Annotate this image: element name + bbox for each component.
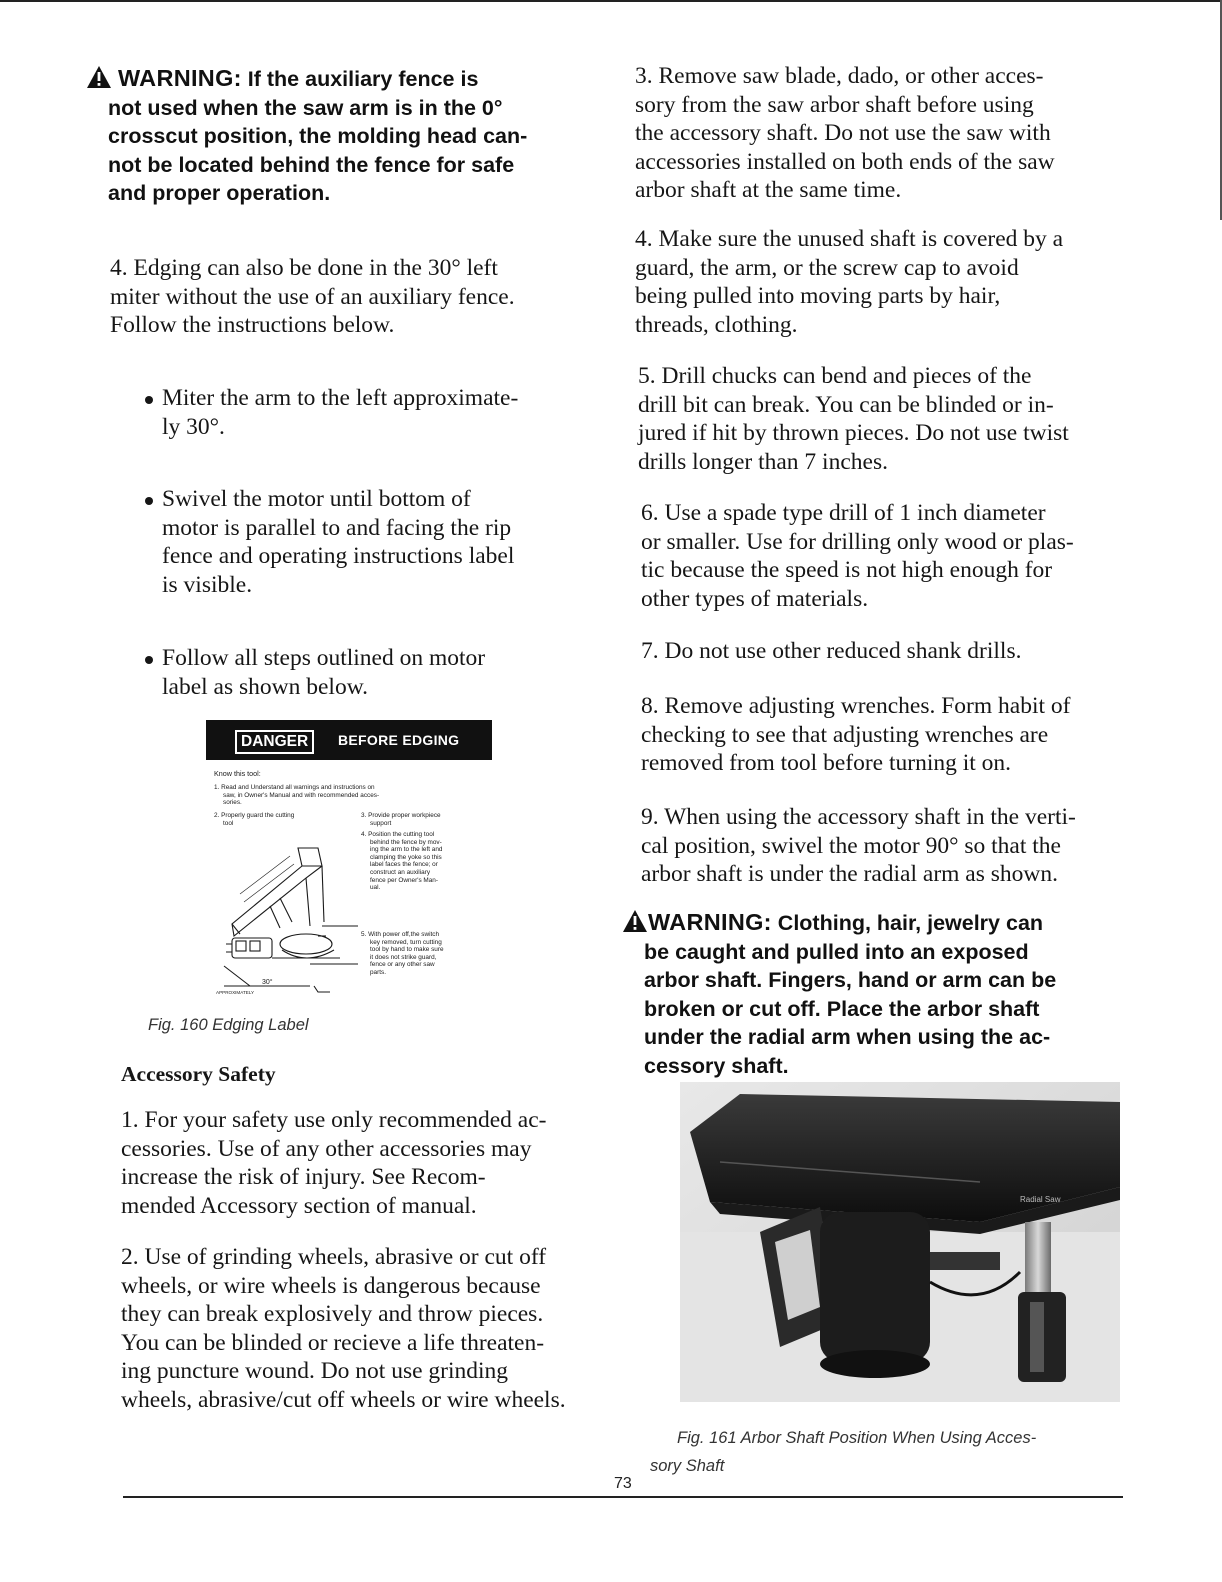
text-line: cal position, swivel the motor 90° so that the <box>641 832 1061 859</box>
text-line: key removed, turn cutting <box>370 938 442 946</box>
warning-label: WARNING: <box>117 65 242 91</box>
warning-line: If the auxiliary fence is <box>247 67 479 91</box>
accessory-item-5 <box>638 362 1069 476</box>
top-border <box>0 0 1222 2</box>
accessory-shaft <box>1025 1222 1051 1302</box>
label-item-1 <box>214 784 379 807</box>
text-line: 3. Provide proper workpiece <box>361 812 441 819</box>
warning-line: be caught and pulled into an exposed <box>644 939 1029 964</box>
text-line: Swivel the motor until bottom of <box>162 486 471 512</box>
text-line: 4. Edging can also be done in the 30° left <box>110 255 498 281</box>
text-line: sories. <box>223 799 242 807</box>
text-line: it does not strike guard, <box>370 953 437 961</box>
text-line: or smaller. Use for drilling only wood or plas- <box>641 528 1074 555</box>
fig160-caption: Fig. 160 Edging Label <box>148 1016 309 1034</box>
warning-triangle-icon <box>86 65 112 89</box>
text-line: the accessory shaft. Do not use the saw with <box>635 120 1051 147</box>
text-line: threads, clothing. <box>635 311 798 338</box>
text-line: 4. Make sure the unused shaft is covered by a <box>635 226 1064 252</box>
text-line: motor is parallel to and facing the rip <box>162 514 512 541</box>
fig161-caption <box>650 1424 1036 1480</box>
text-line: saw, in Owner's Manual and with recommended acces- <box>223 791 380 799</box>
text-line: removed from tool before turning it on. <box>641 750 1012 777</box>
text-line: support <box>370 819 392 827</box>
warning-label: WARNING: <box>648 909 772 935</box>
text-line: cessories. Use of any other accessories may <box>121 1135 532 1162</box>
text-line: 1. For your safety use only recommended ac- <box>121 1107 547 1133</box>
text-line: parts. <box>370 968 386 976</box>
page-number: 73 <box>614 1475 632 1492</box>
text-line: guard, the arm, or the screw cap to avoid <box>635 254 1019 281</box>
warning-triangle-icon <box>622 909 648 933</box>
motor <box>820 1212 930 1362</box>
accessory-item-1 <box>121 1106 546 1220</box>
text-line: tool <box>223 819 234 827</box>
text-line: drills longer than 7 inches. <box>638 448 888 475</box>
text-line: accessories installed on both ends of the saw <box>635 148 1055 175</box>
text-line: Follow all steps outlined on motor <box>162 645 486 671</box>
angle-label: 30° <box>262 979 273 986</box>
warning-line: not used when the saw arm is in the 0° <box>108 95 503 120</box>
text-line: fence or any other saw <box>370 961 435 969</box>
text-line: 5. Drill chucks can bend and pieces of the <box>638 363 1032 389</box>
warning-line: Clothing, hair, jewelry can <box>777 911 1044 935</box>
warning-line: and proper operation. <box>108 181 331 205</box>
bullet-dot-icon <box>145 497 153 505</box>
warning-line: cessory shaft. <box>644 1053 789 1078</box>
text-line: they can break explosively and throw pieces. <box>121 1301 544 1328</box>
danger-badge: DANGER <box>235 730 314 754</box>
bullet-dot-icon <box>145 396 153 404</box>
label-item-5 <box>361 931 444 977</box>
edging-label-figure <box>206 720 492 1002</box>
label-item-4 <box>361 831 442 892</box>
text-line: ing puncture wound. Do not use grinding <box>121 1358 509 1385</box>
text-line: ly 30°. <box>162 413 225 440</box>
left-warning <box>86 64 606 208</box>
text-line: 8. Remove adjusting wrenches. Form habit of <box>641 693 1071 719</box>
bullet-dot-icon <box>145 656 153 664</box>
text-line: You can be blinded or recieve a life threaten- <box>121 1329 545 1356</box>
text-line: behind the fence by mov- <box>370 838 442 846</box>
text-line: arbor shaft at the same time. <box>635 177 902 204</box>
text-line: sory Shaft <box>650 1457 725 1475</box>
accessory-item-8 <box>641 692 1070 778</box>
text-line: wheels, or wire wheels is dangerous because <box>121 1272 541 1299</box>
text-line: fence and operating instructions label <box>162 543 515 570</box>
text-line: 2. Use of grinding wheels, abrasive or cut off <box>121 1244 547 1270</box>
text-line: construct an auxiliary <box>370 868 431 876</box>
text-line: label faces the fence; or <box>370 861 438 869</box>
footer-rule <box>123 1496 1123 1498</box>
text-line: 9. When using the accessory shaft in the verti- <box>641 804 1076 830</box>
approx-label: APPROXIMATELY <box>216 990 255 995</box>
text-line: sory from the saw arbor shaft before using <box>635 91 1034 118</box>
text-line: is visible. <box>162 571 253 598</box>
text-line: checking to see that adjusting wrenches are <box>641 721 1049 748</box>
label-know-text: Know this tool: <box>214 769 261 778</box>
text-line: ual. <box>370 884 381 892</box>
text-line: 3. Remove saw blade, dado, or other acces- <box>635 63 1044 89</box>
text-line: ing the arm to the left and <box>370 846 443 854</box>
warning-line: broken or cut off. Place the arbor shaft <box>644 996 1040 1021</box>
text-line: other types of materials. <box>641 585 869 612</box>
text-line: 6. Use a spade type drill of 1 inch diameter <box>641 500 1046 526</box>
bullet-item <box>145 644 485 701</box>
text-line: jured if hit by thrown pieces. Do not use twist <box>638 420 1069 447</box>
text-line: tic because the speed is not high enough for <box>641 557 1053 584</box>
bullet-item <box>145 485 514 599</box>
text-line: 4. Position the cutting tool <box>361 831 435 838</box>
text-line: clamping the yoke so this <box>370 853 442 861</box>
text-line: 7. Do not use other reduced shank drills. <box>641 638 1022 664</box>
warning-line: crosscut position, the molding head can- <box>108 124 528 148</box>
text-line: increase the risk of injury. See Recom- <box>121 1164 486 1191</box>
text-line: 1. Read and Understand all warnings and instructions on <box>214 784 375 791</box>
text-line: fence per Owner's Man- <box>370 876 438 884</box>
accessory-heading: Accessory Safety <box>121 1062 276 1086</box>
text-line: Miter the arm to the left approximate- <box>162 385 519 411</box>
accessory-item-2 <box>121 1243 566 1415</box>
accessory-item-6 <box>641 499 1074 613</box>
edging-step-paragraph <box>110 254 515 340</box>
text-line: Fig. 161 Arbor Shaft Position When Using Acces- <box>677 1429 1037 1447</box>
arbor-shaft-photo <box>680 1082 1120 1402</box>
label-item-3 <box>361 812 441 827</box>
text-line: 5. With power off,the switch <box>361 931 440 938</box>
text-line: mended Accessory section of manual. <box>121 1192 477 1219</box>
label-header-text: BEFORE EDGING <box>338 732 460 748</box>
accessory-item-3 <box>635 62 1055 205</box>
text-line: drill bit can break. You can be blinded or in- <box>638 391 1054 418</box>
warning-line: not be located behind the fence for safe <box>108 152 515 177</box>
bullet-item <box>145 384 518 441</box>
text-line: tool by hand to make sure <box>370 946 444 954</box>
right-warning <box>622 908 1102 1080</box>
label-item-2 <box>214 812 294 827</box>
label-header-bar <box>206 720 492 760</box>
accessory-item-9 <box>641 803 1076 889</box>
accessory-item-4 <box>635 225 1063 339</box>
text-line: wheels, abrasive/cut off wheels or wire wheels. <box>121 1386 566 1413</box>
photo-brand-text: Radial Saw <box>1020 1195 1061 1204</box>
text-line: label as shown below. <box>162 673 369 700</box>
warning-line: arbor shaft. Fingers, hand or arm can be <box>644 968 1057 992</box>
accessory-item-7 <box>641 637 1022 666</box>
warning-line: under the radial arm when using the ac- <box>644 1025 1051 1049</box>
text-line: miter without the use of an auxiliary fence. <box>110 283 515 310</box>
text-line: Follow the instructions below. <box>110 312 395 339</box>
text-line: arbor shaft is under the radial arm as shown. <box>641 861 1058 888</box>
text-line: 2. Properly guard the cutting <box>214 812 295 819</box>
text-line: being pulled into moving parts by hair, <box>635 283 1001 310</box>
saw-arm-diagram <box>210 826 360 998</box>
